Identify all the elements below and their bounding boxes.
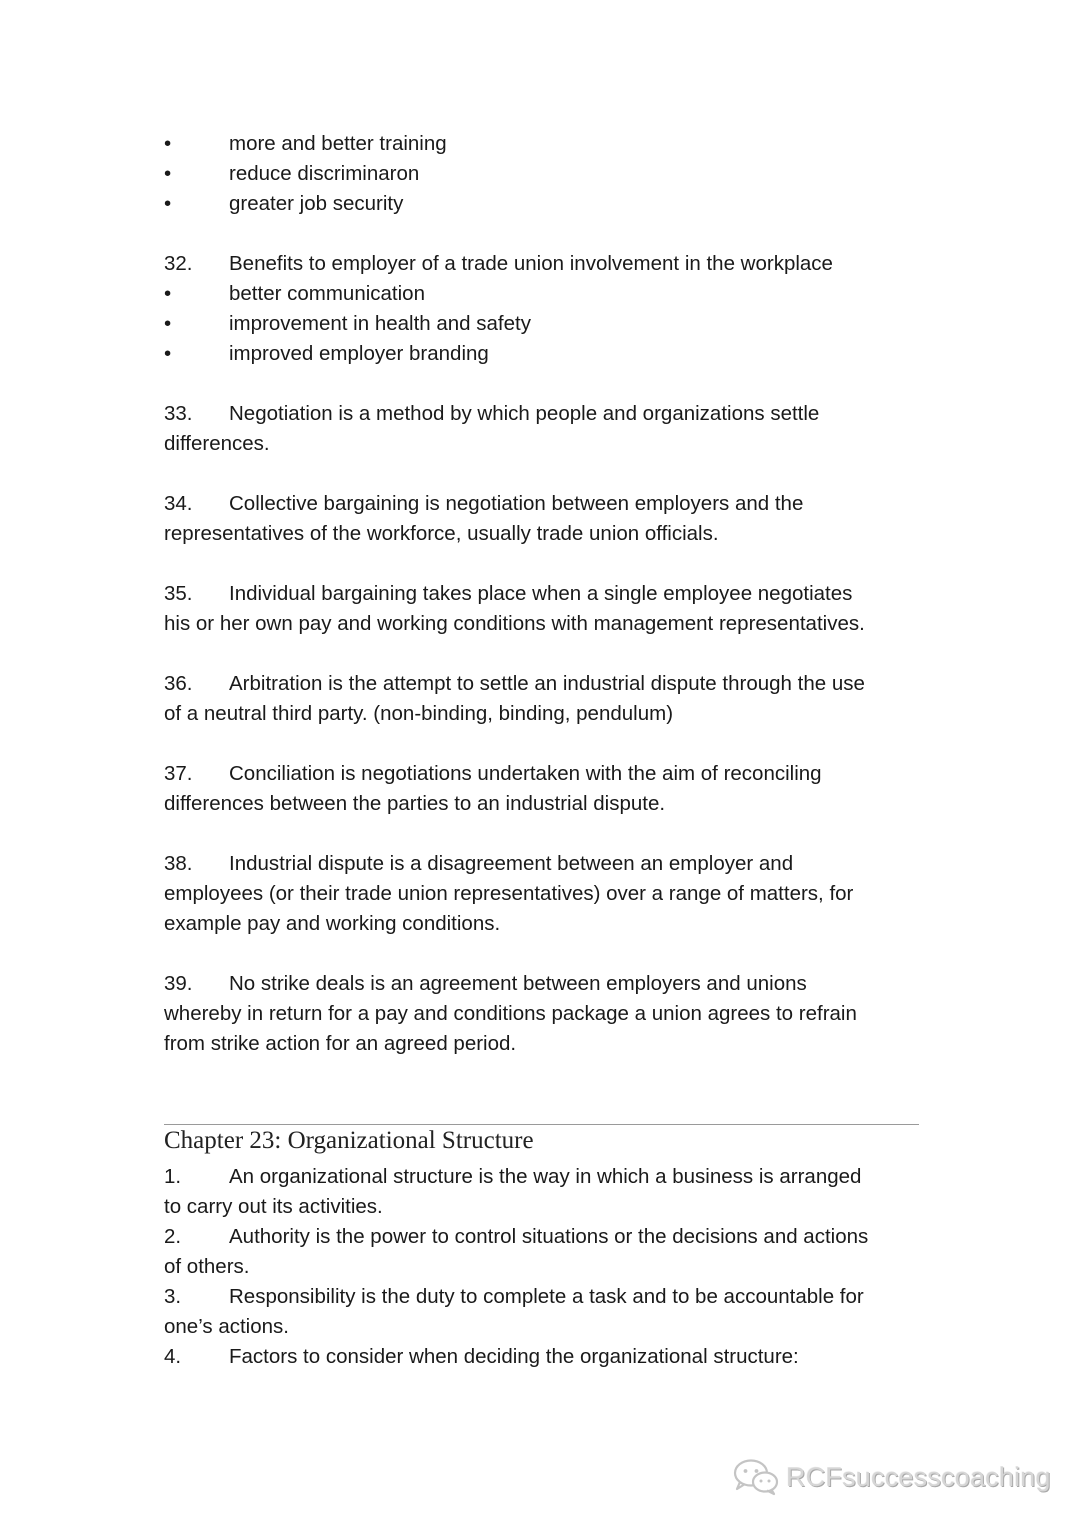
item-continuation: whereby in return for a pay and conditions package a union agrees to refrain: [164, 1002, 857, 1025]
chapter-heading: Chapter 23: Organizational Structure: [164, 1127, 534, 1154]
item-continuation: his or her own pay and working conditions with management representatives.: [164, 612, 865, 635]
item-continuation: example pay and working conditions.: [164, 912, 501, 935]
wechat-icon: [732, 1458, 780, 1496]
item-continuation: of others.: [164, 1255, 250, 1278]
item-continuation: differences between the parties to an industrial dispute.: [164, 792, 666, 815]
item-continuation: one’s actions.: [164, 1315, 289, 1338]
item-continuation: to carry out its activities.: [164, 1195, 383, 1218]
item-continuation: differences.: [164, 432, 270, 455]
item-continuation: from strike action for an agreed period.: [164, 1032, 517, 1055]
watermark-text: RCFsuccesscoaching: [786, 1461, 1051, 1492]
document-page: • more and better training • reduce discriminaron • greater job security 32. Benefits to employer of a trade union involvement in the workplace • better communication • improvement in health and safety • improved employer branding 33. Negotiation is a method by which people and organizations settle differences. 34. Collective bargaining is negotiation between employers and the representatives of the workforce, usually trade union officials. 35. Individual bargaining takes place when a single employee negotiates his or her own pay and working conditions with management representatives. 36. Arbitration is the attempt to settle an industrial dispute through the use of a neutral third party. (non-binding, binding, pendulum) 37. Conciliation is negotiations undertaken with the aim of reconciling differences between the parties to an industrial dispute. 38. Industrial dispute is a disagreement between an employer and employees (or their trade union representatives) over a range of matters, for example pay and working conditions. 39. No strike deals is an agreement between employers and unions whereby in return for a pay and conditions package a union agrees to refrain from strike action for an agreed period. Chapter 23: Organizational Structure 1. An organizational structure is the way in which a business is arranged to carry out its activities. 2. Authority is the power to control situations or the decisions and actions of others. 3. Responsibility is the duty to complete a task and to be accountable for one’s actions. 4. Factors to consider when deciding the organizational structure: RCFsuccesscoaching: [0, 0, 1080, 1528]
item-continuation: representatives of the workforce, usually trade union officials.: [164, 522, 719, 545]
item-continuation: of a neutral third party. (non-binding, binding, pendulum): [164, 702, 674, 725]
watermark: [732, 1457, 1051, 1497]
item-continuation: employees (or their trade union representatives) over a range of matters, for: [164, 882, 854, 905]
